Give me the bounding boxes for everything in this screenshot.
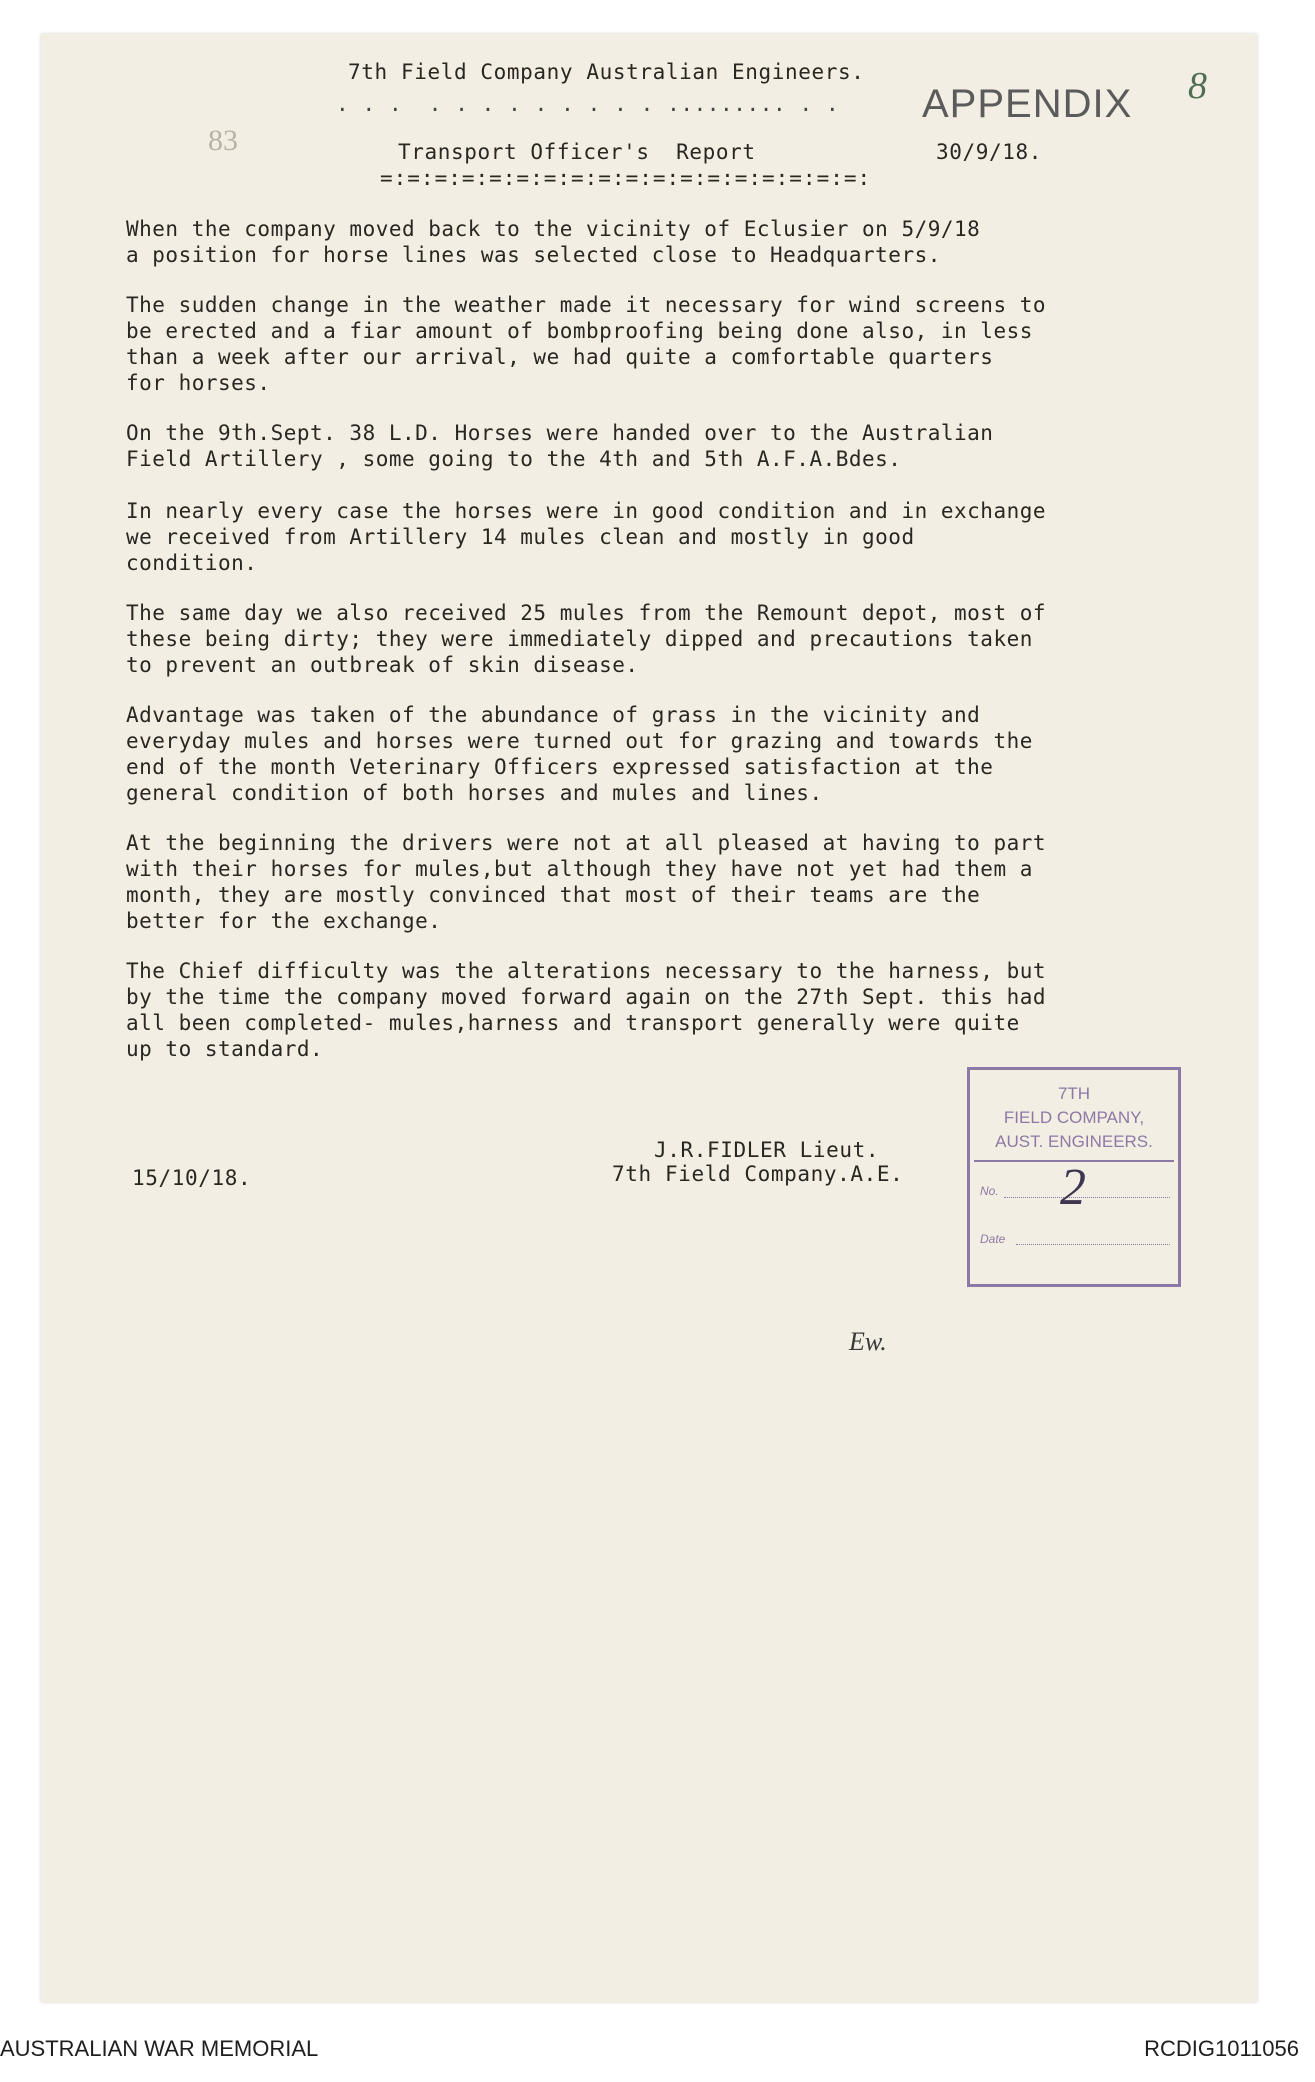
unit-heading: 7th Field Company Australian Engineers.: [348, 60, 865, 84]
appendix-number: 8: [1188, 65, 1207, 107]
unit-stamp: [967, 1067, 1181, 1287]
stamp-dotted-line: [1004, 1197, 1170, 1198]
paragraph: At the beginning the drivers were not at all pleased at having to part with their horses for mules,but although they have not yet had them a month, they are mostly convinced that most of their teams are the better for the exchange.: [126, 831, 1047, 933]
file-number: 83: [208, 124, 238, 157]
paragraph: The sudden change in the weather made it necessary for wind screens to be erected and a fiar amount of bombproofing being done also, in less than a week after our arrival, we had quite a comfortable quarters for horses.: [126, 293, 1047, 395]
paragraph: When the company moved back to the vicinity of Eclusier on 5/9/18 a position for horse lines was selected close to Headquarters.: [126, 217, 981, 267]
stamp-number-row: [970, 1159, 1178, 1218]
stamp-date-label: Date: [980, 1232, 1006, 1246]
stamp-number-label: No.: [980, 1184, 999, 1198]
paragraph: In nearly every case the horses were in good condition and in exchange we received from Artillery 14 mules clean and mostly in good condition.: [126, 499, 1047, 575]
appendix-stamp: APPENDIX: [922, 82, 1133, 126]
stamp-dotted-line: [1016, 1244, 1170, 1245]
stamp-date-row: [970, 1218, 1178, 1258]
paragraph: The Chief difficulty was the alterations necessary to the harness, but by the time the company moved forward again on the 27th Sept. this had all been completed- mules,harness and transport generally were quite up to standard.: [126, 959, 1047, 1061]
dot-leader: . . . . . . . . . . . . ......... . .: [336, 92, 840, 116]
stamp-line: AUST. ENGINEERS.: [995, 1132, 1153, 1151]
report-title: Transport Officer's Report: [398, 140, 756, 164]
signature-date: 15/10/18.: [132, 1166, 252, 1190]
paragraph: On the 9th.Sept. 38 L.D. Horses were handed over to the Australian Field Artillery , some going to the 4th and 5th A.F.A.Bdes.: [126, 421, 994, 471]
stamp-number-value: 2: [1060, 1159, 1086, 1216]
handwritten-initials: Ew.: [849, 1327, 887, 1356]
stamp-line: 7TH: [1057, 1084, 1091, 1103]
stamp-line: FIELD COMPANY,: [1003, 1108, 1145, 1127]
signature-name: J.R.FIDLER Lieut.: [654, 1138, 880, 1162]
title-underline: =:=:=:=:=:=:=:=:=:=:=:=:=:=:=:=:=:=:: [380, 166, 872, 190]
signature-unit: 7th Field Company.A.E.: [612, 1162, 904, 1186]
footer-record-id: RCDIG1011056: [1144, 2036, 1299, 2061]
paragraph: Advantage was taken of the abundance of grass in the vicinity and everyday mules and horses were turned out for grazing and towards the end of the month Veterinary Officers expressed satisfaction at the general condition of both horses and mules and lines.: [126, 703, 1033, 805]
footer-archive-name: AUSTRALIAN WAR MEMORIAL: [0, 2036, 319, 2061]
report-date: 30/9/18.: [936, 140, 1042, 164]
paragraph: The same day we also received 25 mules from the Remount depot, most of these being dirty; they were immediately dipped and precautions taken to prevent an outbreak of skin disease.: [126, 601, 1047, 677]
